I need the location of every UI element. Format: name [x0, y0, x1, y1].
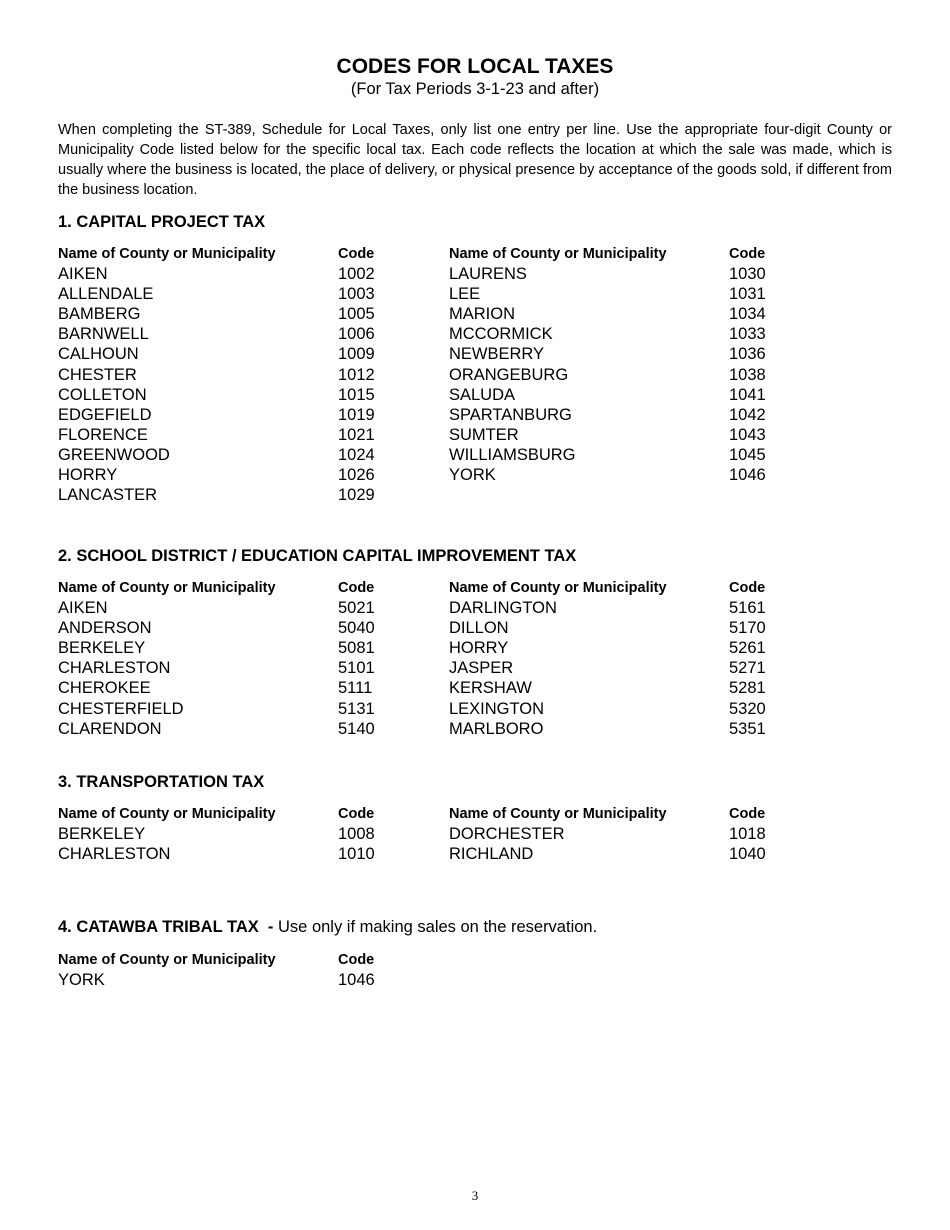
page-subtitle: (For Tax Periods 3-1-23 and after) [350, 80, 600, 98]
code-cell: 5281 [729, 679, 766, 698]
name-cell: KERSHAW [449, 679, 532, 698]
column-header: Code [729, 806, 766, 822]
name-cell: DILLON [449, 619, 509, 638]
code-cell: 1009 [338, 345, 375, 364]
code-cell: 5111 [338, 679, 373, 698]
name-cell: CHARLESTON [58, 659, 171, 678]
code-cell: 1046 [729, 466, 766, 485]
code-cell: 5140 [338, 719, 375, 738]
name-cell: EDGEFIELD [58, 405, 152, 424]
code-cell: 1042 [729, 405, 766, 424]
section-3-right-names [449, 804, 719, 864]
column-header: Code [338, 952, 375, 968]
column-header: Code [338, 806, 375, 822]
code-cell: 5351 [729, 719, 766, 738]
section-4-title [58, 917, 597, 937]
code-cell: 1005 [338, 305, 375, 324]
code-cell: 5170 [729, 619, 766, 638]
page-title: CODES FOR LOCAL TAXES [336, 55, 614, 78]
code-cell: 1033 [729, 325, 766, 344]
code-cell: 1002 [338, 265, 375, 284]
section-4-left-codes [338, 950, 418, 990]
name-cell: MCCORMICK [449, 325, 553, 344]
code-cell: 5271 [729, 659, 766, 678]
code-cell: 1036 [729, 345, 766, 364]
name-cell: ORANGEBURG [449, 365, 569, 384]
name-cell: YORK [449, 466, 496, 485]
column-header: Name of County or Municipality [58, 246, 276, 262]
code-cell: 1041 [729, 385, 766, 404]
code-cell: 1030 [729, 265, 766, 284]
section-2-left-codes [338, 578, 418, 739]
name-cell: HORRY [58, 466, 118, 485]
name-cell: CHESTER [58, 365, 137, 384]
name-cell: BAMBERG [58, 305, 141, 324]
code-cell: 1026 [338, 466, 375, 485]
column-header: Name of County or Municipality [449, 246, 667, 262]
name-cell: NEWBERRY [449, 345, 545, 364]
code-cell: 1034 [729, 305, 766, 324]
code-cell: 1029 [338, 486, 375, 505]
section-1-left-codes [338, 244, 418, 505]
code-cell: 1046 [338, 971, 375, 990]
name-cell: AIKEN [58, 265, 108, 284]
code-cell: 5261 [729, 639, 766, 658]
column-header: Code [729, 246, 766, 262]
section-1-right-codes [729, 244, 809, 485]
code-cell: 1040 [729, 845, 766, 864]
section-3-right-codes [729, 804, 809, 864]
section-1-right-names [449, 244, 719, 485]
code-cell: 1045 [729, 445, 766, 464]
column-header: Name of County or Municipality [58, 952, 276, 968]
name-cell: LANCASTER [58, 486, 158, 505]
section-3-left-codes [338, 804, 418, 864]
name-cell: SUMTER [449, 425, 519, 444]
name-cell: COLLETON [58, 385, 147, 404]
code-cell: 1003 [338, 285, 375, 304]
name-cell: LEXINGTON [449, 699, 545, 718]
name-cell: ALLENDALE [58, 285, 154, 304]
name-cell: WILLIAMSBURG [449, 445, 576, 464]
code-cell: 1021 [338, 425, 375, 444]
code-cell: 5320 [729, 699, 766, 718]
name-cell: GREENWOOD [58, 445, 170, 464]
column-header: Name of County or Municipality [449, 806, 667, 822]
name-cell: BARNWELL [58, 325, 149, 344]
code-cell: 1038 [729, 365, 766, 384]
section-4-dash: - [267, 918, 274, 936]
code-cell: 1031 [729, 285, 766, 304]
code-cell: 5161 [729, 599, 766, 618]
code-cell: 1015 [338, 385, 375, 404]
name-cell: AIKEN [58, 599, 108, 618]
name-cell: CLARENDON [58, 719, 162, 738]
column-header: Code [338, 580, 375, 596]
name-cell: LEE [449, 285, 481, 304]
name-cell: DORCHESTER [449, 825, 565, 844]
section-2-right-names [449, 578, 719, 739]
code-cell: 1006 [338, 325, 375, 344]
code-cell: 5081 [338, 639, 375, 658]
section-2-right-codes [729, 578, 809, 739]
section-2-title: 2. SCHOOL DISTRICT / EDUCATION CAPITAL IMPROVEMENT TAX [58, 547, 577, 565]
code-cell: 1008 [338, 825, 375, 844]
code-cell: 1018 [729, 825, 766, 844]
name-cell: CHESTERFIELD [58, 699, 184, 718]
section-3-left-names [58, 804, 328, 864]
code-cell: 1012 [338, 365, 375, 384]
section-4-title-text: 4. CATAWBA TRIBAL TAX [58, 918, 259, 936]
name-cell: BERKELEY [58, 825, 146, 844]
section-2-left-names [58, 578, 328, 739]
code-cell: 1019 [338, 405, 375, 424]
section-3-title: 3. TRANSPORTATION TAX [58, 773, 265, 791]
name-cell: ANDERSON [58, 619, 152, 638]
name-cell: MARION [449, 305, 515, 324]
column-header: Code [729, 580, 766, 596]
column-header: Name of County or Municipality [58, 580, 276, 596]
section-1-title: 1. CAPITAL PROJECT TAX [58, 213, 266, 231]
section-4-left-names [58, 950, 328, 990]
code-cell: 1024 [338, 445, 375, 464]
column-header: Code [338, 246, 375, 262]
code-cell: 1043 [729, 425, 766, 444]
name-cell: BERKELEY [58, 639, 146, 658]
name-cell: CALHOUN [58, 345, 139, 364]
name-cell: SPARTANBURG [449, 405, 572, 424]
code-cell: 5101 [338, 659, 375, 678]
section-4-note: Use only if making sales on the reservation. [278, 918, 598, 936]
intro-paragraph: When completing the ST-389, Schedule for Local Taxes, only list one entry per line. Use the appropriate four-digit County or Municipality Code listed below for the specific local tax. Each code reflects the location at which the sale was made, which is usually where the business is located, the place of delivery, or physical presence by acceptance of the goods sold, if different from the business location. [58, 122, 892, 198]
name-cell: MARLBORO [449, 719, 544, 738]
name-cell: FLORENCE [58, 425, 148, 444]
name-cell: RICHLAND [449, 845, 534, 864]
name-cell: DARLINGTON [449, 599, 557, 618]
name-cell: JASPER [449, 659, 514, 678]
column-header: Name of County or Municipality [449, 580, 667, 596]
code-cell: 5021 [338, 599, 375, 618]
column-header: Name of County or Municipality [58, 806, 276, 822]
name-cell: LAURENS [449, 265, 527, 284]
page-number: 3 [471, 1188, 479, 1203]
code-cell: 1010 [338, 845, 375, 864]
name-cell: CHEROKEE [58, 679, 151, 698]
name-cell: CHARLESTON [58, 845, 171, 864]
code-cell: 5040 [338, 619, 375, 638]
code-cell: 5131 [338, 699, 375, 718]
section-1-left-names [58, 244, 328, 505]
name-cell: SALUDA [449, 385, 516, 404]
name-cell: HORRY [449, 639, 509, 658]
name-cell: YORK [58, 971, 105, 990]
